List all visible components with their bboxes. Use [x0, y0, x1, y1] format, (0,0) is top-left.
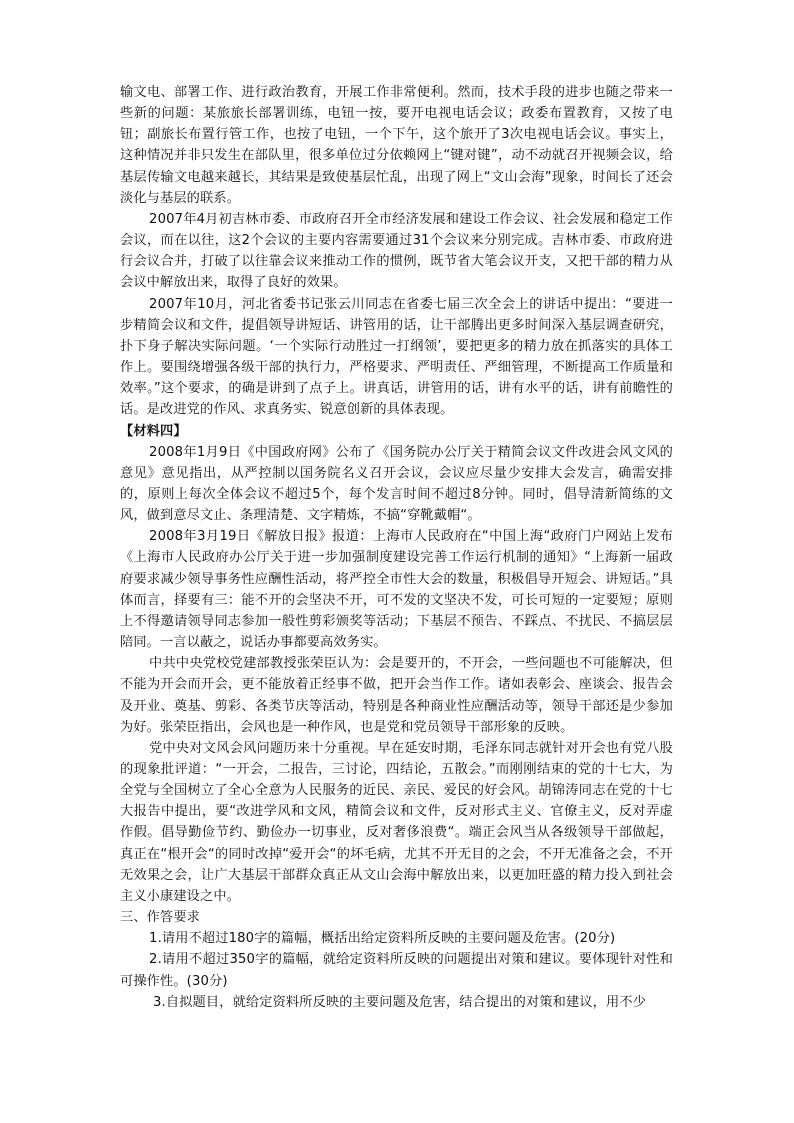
- document-body: [120, 82, 673, 1013]
- material-four-heading: 【材料四】: [120, 423, 187, 439]
- paragraph-shanghai-report: 2008年3月19日《解放日报》报道：上海市人民政府在“中国上海“政府门户网站上发布《上海市人民政府办公厅关于进一步加强制度建设完善工作运行机制的通知》“上海新一届政府要求减少领导事务性应酬性活动，将严控全市性大会的数量，积极倡导开短会、讲短话。”具体而言，择要有三：能不开的会坚决不开，可不发的文坚决不发，可长可短的一定要短；原则上不得邀请领导同志参加一般性剪彩颁奖等活动；下基层不预告、不踩点、不扰民、不搞层层陪同。一言以蔽之，说话办事都要高效务实。: [120, 529, 673, 651]
- paragraph-hebei-speech: 2007年10月，河北省委书记张云川同志在省委七届三次全会上的讲话中提出：“要进一步精简会议和文件，提倡领导讲短话、讲管用的话，让干部腾出更多时间深入基层调查研究，扑下身子解决实际问题。‘一个实际行动胜过一打纲领’，要把更多的精力放在抓落实的具体工作上。要围绕增强各级干部的执行力，严格要求、严明责任、严细管理，不断提高工作质量和效率。”这个要求，的确是讲到了点子上。讲真话，讲管用的话，讲有水平的话，讲有前瞻性的话。是改进党的作风、求真务实、锐意创新的具体表现。: [120, 296, 673, 418]
- section-answer-requirements: 三、作答要求: [120, 910, 201, 926]
- paragraph-jilin-meetings: 2007年4月初吉林市委、市政府召开全市经济发展和建设工作会议、社会发展和稳定工作会议，而在以往，这2个会议的主要内容需要通过31个会议来分别完成。吉林市委、市政府进行会议合并，打破了以往靠会议来推动工作的惯例，既节省大笔会议开支，又把干部的精力从会议中解放出来，取得了良好的效果。: [120, 211, 673, 291]
- question-2: 2.请用不超过350字的篇幅，就给定资料所反映的问题提出对策和建议。要体现针对性和可操作性。(30分): [120, 952, 673, 989]
- paragraph-state-council-opinion: 2008年1月9日《中国政府网》公布了《国务院办公厅关于精简会议文件改进会风文风的意见》意见指出，从严控制以国务院名义召开会议，会议应尽量少安排大会发言，确需安排的，原则上每次全体会议不超过5个，每个发言时间不超过8分钟。同时，倡导清新简练的文风，做到意尽文止、条理清楚、文字精炼，不搞“穿靴戴帽“。: [120, 444, 673, 524]
- paragraph-continuation: 输文电、部署工作、进行政治教育，开展工作非常便利。然而，技术手段的进步也随之带来一些新的问题：某旅旅长部署训练，电钮一按，要开电视电话会议；政委布置教育，又按了电钮；副旅长布置行管工作，也按了电钮，一个下午，这个旅开了3次电视电话会议。事实上，这种情况并非只发生在部队里，很多单位过分依赖网上“键对键”，动不动就召开视频会议，给基层传输文电越来越长，其结果是致使基层忙乱，出现了网上“文山会海”现象，时间长了还会淡化与基层的联系。: [120, 85, 673, 206]
- question-3: 3.自拟题目，就给定资料所反映的主要问题及危害，结合提出的对策和建议，用不少: [153, 994, 647, 1010]
- paragraph-zhang-rongchen: 中共中央党校党建部教授张荣臣认为：会是要开的，不开会，一些问题也不可能解决，但不能为开会而开会，更不能放着正经事不做，把开会当作工作。诸如表彰会、座谈会、报告会及开业、奠基、剪彩、各类节庆等活动，特别是各种商业性应酬活动等，领导干部还是少参加为好。张荣臣指出，会风也是一种作风，也是党和党员领导干部形象的反映。: [120, 656, 673, 735]
- paragraph-party-central: 党中央对文风会风问题历来十分重视。早在延安时期，毛泽东同志就针对开会也有党八股的现象批评道：“一开会，二报告，三讨论，四结论，五散会。”而刚刚结束的党的十七大，为全党与全国树立了全心全意为人民服务的近民、亲民、爱民的好会风。胡锦涛同志在党的十七大报告中提出，要“改进学风和文风，精简会议和文件，反对形式主义、官僚主义，反对弄虚作假。倡导勤俭节约、勤俭办一切事业，反对奢侈浪费“。端正会风当从各级领导干部做起，真正在“根开会“的同时改掉“爱开会“的坏毛病，尤其不开无目的之会，不开无准备之会，不开无效果之会，让广大基层干部群众真正从文山会海中解放出来，以更加旺盛的精力投入到社会主义小康建设之中。: [120, 740, 673, 904]
- question-1: 1.请用不超过180字的篇幅，概括出给定资料所反映的主要问题及危害。(20分): [149, 931, 616, 947]
